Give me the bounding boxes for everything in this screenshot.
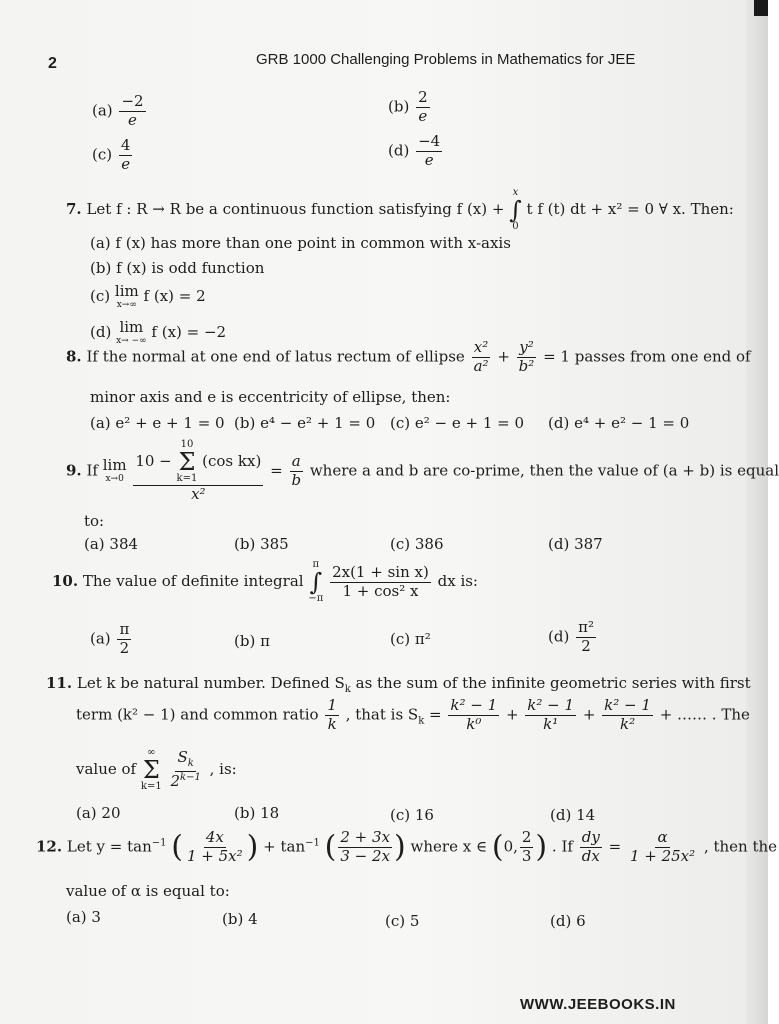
question-8-option-c: (c) e² − e + 1 = 0 (390, 414, 525, 432)
question-12-option-b: (b) 4 (222, 910, 258, 928)
question-9-option-b: (b) 385 (234, 535, 289, 553)
question-12-stem-line2: value of α is equal to: (66, 882, 230, 900)
page-edge (746, 0, 768, 1024)
q6-option-c: (c) $\frac{4}{e}$ (92, 136, 131, 173)
question-8-stem-line2: minor axis and e is eccentricity of ellipse, then: (90, 388, 451, 406)
page-number: 2 (48, 55, 57, 72)
question-11-option-a: (a) 20 (76, 804, 121, 822)
running-title: GRB 1000 Challenging Problems in Mathematics for JEE (256, 51, 636, 68)
question-7-option-d: (d) lim x→ −∞ f (x) = −2 (90, 318, 227, 346)
question-12-stem: 12. Let $y = \tan^{-1}$ ( $\frac{4x}{\text{1 + 5x²}}$ ) + $\tan^{-1}$ ( $\frac{2 + 3x}{3 - 2x}$ ) where x ∈ (0, $\frac{2}{3}$ ) . If $\frac{dy}{dx}$ = $\frac{\alpha}{\text{1 + 25x²}}$ , then the (36, 828, 778, 865)
question-10-option-d: (d) $\frac{\text{π²}}{2}$ (548, 618, 594, 655)
question-8-option-b: (b) e⁴ − e² + 1 = 0 (234, 414, 376, 432)
question-8-option-a: (a) e² + e + 1 = 0 (90, 414, 225, 432)
question-8-option-d: (d) e⁴ + e² − 1 = 0 (548, 414, 690, 432)
question-11-stem: 11. Let k be natural number. Defined $S_k$ as the sum of the infinite geometric series with first (46, 674, 751, 695)
question-11-stem-line2: term (k² − 1) and common ratio $\frac{1}{k}$ , that is $S_k$ = $\frac{\text{k² − 1}}{\text{k⁰}}$ + $\frac{\text{k² − 1}}{\text{k¹}}$ + $\frac{\text{k² − 1}}{\text{k²}}$ + …… . The (76, 696, 750, 733)
question-10-option-b: (b) π (234, 632, 270, 650)
integral-symbol: x ∫ 0 (509, 187, 522, 232)
question-9-option-d: (d) 387 (548, 535, 603, 553)
question-7-stem: 7. Let f : R → R be a continuous function satisfying f (x) + x ∫ 0 t f (t) dt + x² = 0 ∀ x. Then: (66, 187, 734, 232)
question-8-stem: 8. If the normal at one end of latus rectum of ellipse $\frac{\text{x²}}{\text{a²}}$ + $\frac{\text{y²}}{\text{b²}}$ = 1 passes from one end of (66, 338, 751, 375)
site-watermark: WWW.JEEBOOKS.IN (520, 996, 676, 1013)
question-7-option-b: (b) f (x) is odd function (90, 259, 265, 277)
q6-option-a: (a) $\frac{-2}{e}$ (92, 92, 144, 129)
question-12-option-a: (a) 3 (66, 908, 101, 926)
question-10-option-a: (a) $\frac{\pi}{2}$ (90, 620, 130, 657)
question-11-stem-line3: value of ∞ Σ k=1 $\frac{S_k}{2^{k-1}}$ , is: (76, 747, 237, 792)
page-corner-mark (754, 0, 768, 16)
question-9-option-a: (a) 384 (84, 535, 139, 553)
question-12-option-c: (c) 5 (385, 912, 420, 930)
question-9-stem: 9. If lim x→0 10 − 10 Σ k=1 (cos kx) x² = $\frac{a}{b}$ where a and b are co-prime, then the value of (a + b) is equal (66, 439, 779, 503)
question-11-option-c: (c) 16 (390, 806, 434, 824)
question-9-stem-line2: to: (84, 512, 105, 530)
q6-option-d: (d) $\frac{-4}{e}$ (388, 132, 441, 169)
question-11-option-d: (d) 14 (550, 806, 596, 824)
q6-option-b: (b) $\frac{2}{e}$ (388, 88, 428, 125)
question-9-option-c: (c) 386 (390, 535, 444, 553)
question-10-option-c: (c) π² (390, 630, 431, 648)
question-12-option-d: (d) 6 (550, 912, 586, 930)
question-11-option-b: (b) 18 (234, 804, 280, 822)
question-7-option-a: (a) f (x) has more than one point in common with x-axis (90, 234, 511, 252)
question-10-stem: 10. The value of definite integral π ∫ −π $\frac{\text{2x(1 + sin x)}}{\text{1 + cos² x}}$ dx is: (52, 559, 478, 604)
question-7-option-c: (c) lim x→∞ f (x) = 2 (90, 282, 206, 310)
